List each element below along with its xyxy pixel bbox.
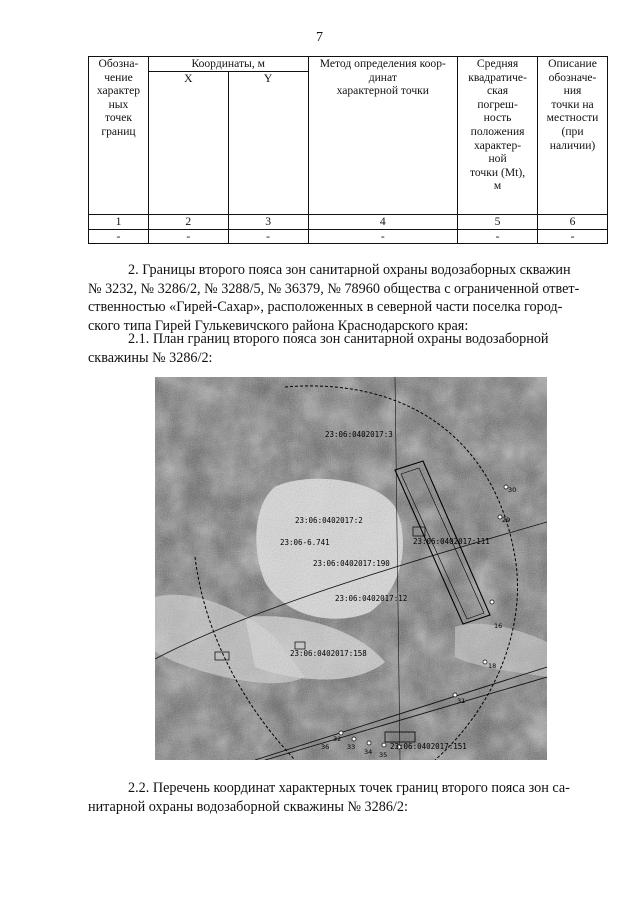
paragraph-section-2: 2. Границы второго пояса зон санитарной охраны водозаборных скважин № 3232, № 3286/2, № 3288/5, № 36379, № 78960 общества с ограниченной ответ- ственностью «Гирей-Сахар», расположенных в северной части поселка город- ского типа Гирей Гулькевичского района Краснодарского края: <box>88 262 580 334</box>
header-mean-error: Средняя квадратиче- ская погреш- ность положения характер- ной точки (Mt), м <box>458 57 538 215</box>
table-row <box>89 214 608 229</box>
header-x: X <box>148 71 228 214</box>
table-row <box>89 229 608 244</box>
table-cell: - <box>89 229 149 244</box>
point-number: 36 <box>321 743 330 751</box>
map-label: 23:06:0402017:111 <box>413 537 490 546</box>
point-number: 32 <box>333 735 342 743</box>
table-cell: 3 <box>228 214 308 229</box>
header-coordinates: Координаты, м <box>148 57 308 72</box>
map-label: 23:06-6.741 <box>280 538 330 547</box>
table-cell: 2 <box>148 214 228 229</box>
table-cell: 6 <box>538 214 608 229</box>
point-number: 29 <box>502 516 511 524</box>
table-cell: - <box>308 229 458 244</box>
point-number: 33 <box>347 743 356 751</box>
paragraph-section-2-2: 2.2. Перечень координат характерных точек границ второго пояса зон са- нитарной охраны водозаборной скважины № 3286/2: <box>88 780 570 815</box>
point-number: 18 <box>488 662 497 670</box>
table-cell: 4 <box>308 214 458 229</box>
map-label: 23:06:0402017:3 <box>325 430 393 439</box>
map-label: 23:06:0402017:190 <box>313 559 390 568</box>
map-label: 23:06:0402017:12 <box>335 594 408 603</box>
table-cell: 1 <box>89 214 149 229</box>
point-number: 31 <box>457 697 466 705</box>
table-cell: - <box>458 229 538 244</box>
map-label: 23:06:0402017:2 <box>295 516 363 525</box>
paragraph-section-2-1: 2.1. План границ второго пояса зон санитарной охраны водозаборной скважины № 3286/2: <box>88 331 549 366</box>
point-number: 30 <box>508 486 517 494</box>
table-cell: - <box>228 229 308 244</box>
header-method: Метод определения коор- динат характерной точки <box>308 57 458 215</box>
header-description: Описание обозначе- ния точки на местности (при наличии) <box>538 57 608 215</box>
aerial-photo <box>155 377 547 760</box>
table-cell: - <box>538 229 608 244</box>
boundary-plan-map <box>155 377 547 760</box>
map-label: 23:06:0402017:158 <box>290 649 367 658</box>
point-number: 34 <box>364 748 373 756</box>
point-number: 16 <box>494 622 503 630</box>
page-number: 7 <box>316 30 323 45</box>
header-y: Y <box>228 71 308 214</box>
map-label: 23:06:0402017:151 <box>390 742 467 751</box>
header-point-designation: Обозна- чение характер ных точек границ <box>89 57 149 215</box>
point-number: 35 <box>379 751 388 759</box>
table-cell: 5 <box>458 214 538 229</box>
table-cell: - <box>148 229 228 244</box>
coordinates-table <box>88 56 608 244</box>
